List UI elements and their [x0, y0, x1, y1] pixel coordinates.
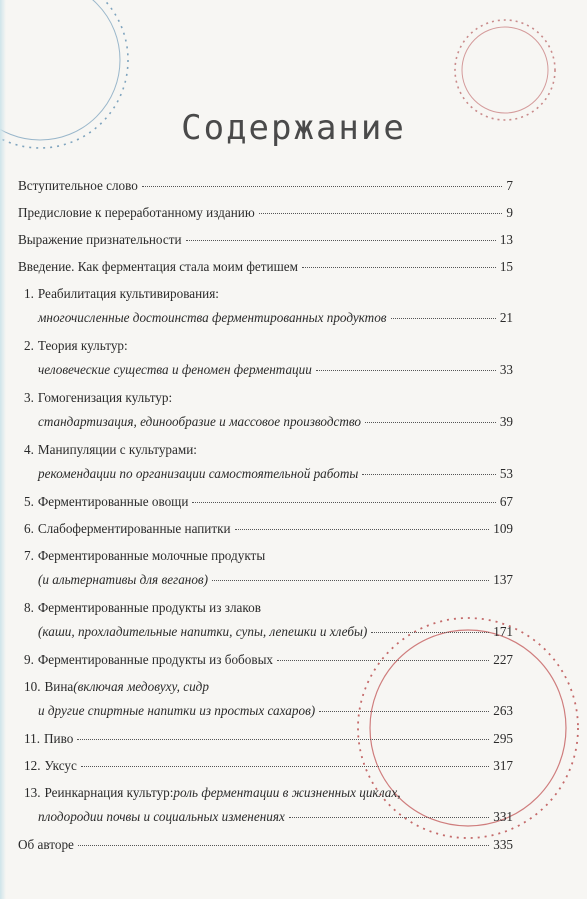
- page-number: 13: [499, 232, 513, 247]
- dot-leader: [371, 632, 489, 633]
- toc-entry: [18, 286, 513, 333]
- toc-line: [18, 442, 513, 466]
- toc-line: [18, 338, 513, 362]
- page-number: 15: [499, 259, 513, 274]
- dot-leader: [77, 739, 489, 740]
- entry-title: Реинкарнация культур:: [44, 785, 174, 800]
- toc-entry: [18, 731, 513, 758]
- chapter-number: 4.: [24, 442, 34, 457]
- toc-line: [18, 286, 513, 310]
- entry-title: Реабилитация культивирования:: [37, 286, 219, 301]
- chapter-number: 11.: [24, 731, 40, 746]
- toc-entry: [18, 338, 513, 385]
- entry-subtitle: (и альтернативы для веганов): [38, 571, 209, 587]
- entry-title: Слабоферментированные напитки: [37, 521, 231, 536]
- chapter-number: 13.: [24, 785, 41, 800]
- red-circle-small-outer: [455, 20, 555, 120]
- dot-leader: [316, 370, 496, 371]
- dot-leader: [289, 817, 489, 818]
- toc-entry: [18, 390, 513, 437]
- page-number: 7: [506, 178, 513, 193]
- toc-entry: [18, 837, 513, 864]
- dot-leader: [81, 766, 489, 767]
- page-number: 295: [493, 731, 513, 746]
- entry-title: Об авторе: [18, 837, 74, 852]
- toc-line: [18, 310, 513, 334]
- entry-subtitle: стандартизация, единообразие и массовое производство: [38, 413, 362, 429]
- toc-line: [18, 652, 513, 679]
- chapter-number: 12.: [24, 758, 41, 773]
- toc-line: [18, 679, 513, 703]
- page-number: 9: [506, 205, 513, 220]
- toc-line: [18, 731, 513, 758]
- toc-entry: [18, 205, 513, 232]
- chapter-number: 5.: [24, 494, 34, 509]
- toc-line: [18, 521, 513, 548]
- page-number: 39: [499, 413, 513, 429]
- entry-title: Ферментированные продукты из злаков: [37, 600, 261, 615]
- toc-line: [18, 703, 513, 727]
- page-number: 331: [493, 808, 513, 824]
- dot-leader: [186, 240, 496, 241]
- entry-title: Гомогенизация культур:: [37, 390, 173, 405]
- entry-subtitle: рекомендации по организации самостоятельной работы: [38, 465, 359, 481]
- chapter-number: 10.: [24, 679, 41, 694]
- entry-subtitle: человеческие существа и феномен ферментации: [38, 361, 312, 377]
- chapter-number: 7.: [24, 548, 34, 563]
- page-number: 335: [493, 837, 513, 852]
- entry-title-italic: роль ферментации в жизненных циклах,: [173, 785, 401, 800]
- entry-title: Ферментированные овощи: [37, 494, 189, 509]
- page-number: 67: [499, 494, 513, 509]
- toc-line: [18, 809, 513, 833]
- toc-entry: [18, 259, 513, 286]
- toc-entry: [18, 548, 513, 595]
- entry-title: Выражение признательности: [18, 232, 182, 247]
- chapter-number: 3.: [24, 390, 34, 405]
- page-number: 263: [493, 702, 513, 718]
- entry-title: Предисловие к переработанному изданию: [18, 205, 255, 220]
- dot-leader: [78, 845, 489, 846]
- entry-title: Уксус: [44, 758, 77, 773]
- chapter-number: 2.: [24, 338, 34, 353]
- page-number: 33: [499, 361, 513, 377]
- toc-line: [18, 572, 513, 596]
- page-number: 53: [499, 465, 513, 481]
- toc-line: [18, 362, 513, 386]
- toc-entry: [18, 521, 513, 548]
- page-number: 317: [493, 758, 513, 773]
- dot-leader: [192, 502, 495, 503]
- chapter-number: 8.: [24, 600, 34, 615]
- toc-entry: [18, 178, 513, 205]
- toc-entry: [18, 494, 513, 521]
- dot-leader: [277, 660, 489, 661]
- toc-entry: [18, 652, 513, 679]
- page-number: 171: [493, 623, 513, 639]
- entry-subtitle: многочисленные достоинства ферментированных продуктов: [38, 309, 387, 325]
- entry-title: Манипуляции с культурами:: [37, 442, 197, 457]
- dot-leader: [142, 186, 503, 187]
- chapter-number: 9.: [24, 652, 34, 667]
- entry-title: Ферментированные продукты из бобовых: [37, 652, 274, 667]
- dot-leader: [362, 474, 496, 475]
- toc-line: [18, 390, 513, 414]
- dot-leader: [319, 711, 489, 712]
- toc-entry: [18, 679, 513, 726]
- toc-line: [18, 414, 513, 438]
- page-number: 109: [493, 521, 513, 536]
- entry-title: Ферментированные молочные продукты: [37, 548, 266, 563]
- red-circle-small-inner: [462, 27, 548, 113]
- page-number: 21: [499, 309, 513, 325]
- toc-line: [18, 758, 513, 785]
- entry-title: Теория культур:: [37, 338, 128, 353]
- toc-line: [18, 600, 513, 624]
- page-number: 137: [493, 571, 513, 587]
- entry-title: Вступительное слово: [18, 178, 138, 193]
- dot-leader: [259, 213, 503, 214]
- chapter-number: 1.: [24, 286, 34, 301]
- toc-entry: [18, 442, 513, 489]
- toc-entry: [18, 758, 513, 785]
- dot-leader: [302, 267, 496, 268]
- toc-line: [18, 785, 513, 809]
- entry-title: Введение. Как ферментация стала моим фетишем: [18, 259, 298, 274]
- entry-subtitle: (каши, прохладительные напитки, супы, лепешки и хлебы): [38, 623, 368, 639]
- entry-title: Вина: [44, 679, 74, 694]
- entry-subtitle: плодородии почвы и социальных изменениях: [38, 808, 285, 824]
- toc-line: [18, 466, 513, 490]
- dot-leader: [365, 422, 496, 423]
- toc-entry: [18, 232, 513, 259]
- entry-title-italic: (включая медовуху, сидр: [73, 679, 209, 694]
- toc-entry: [18, 785, 513, 832]
- toc-line: [18, 205, 513, 232]
- toc-line: [18, 178, 513, 205]
- toc-line: [18, 837, 513, 864]
- entry-subtitle: и другие спиртные напитки из простых сахаров): [38, 702, 316, 718]
- toc-line: [18, 494, 513, 521]
- toc-entry: [18, 600, 513, 647]
- toc-line: [18, 259, 513, 286]
- entry-title: Пиво: [44, 731, 74, 746]
- toc-line: [18, 624, 513, 648]
- page-title: Содержание: [181, 108, 406, 148]
- dot-leader: [391, 318, 496, 319]
- dot-leader: [212, 580, 489, 581]
- page-number: 227: [493, 652, 513, 667]
- table-of-contents: [18, 178, 513, 864]
- chapter-number: 6.: [24, 521, 34, 536]
- toc-line: [18, 548, 513, 572]
- dot-leader: [235, 529, 490, 530]
- toc-line: [18, 232, 513, 259]
